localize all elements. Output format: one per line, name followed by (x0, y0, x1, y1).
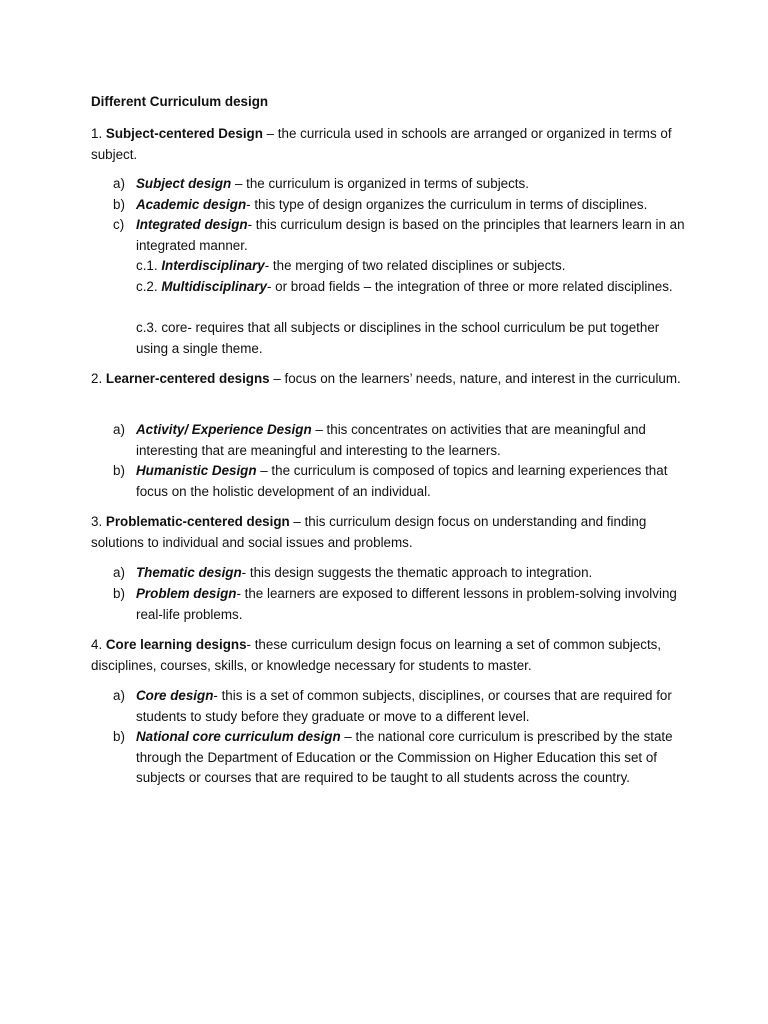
sub-item: c.3. core- requires that all subjects or disciplines in the school curriculum be put together using a single theme. (136, 320, 660, 356)
section-4: 4. Core learning designs- these curriculum design focus on learning a set of common subjects, disciplines, courses, skills, or knowledge necessary for students to master. (91, 637, 662, 673)
item-term: Multidisciplinary (161, 279, 267, 294)
item-term: Thematic design (136, 565, 242, 580)
section-1: 1. Subject-centered Design – the curricula used in schools are arranged or organized in terms of subject. (91, 126, 672, 162)
item-term: Core design (136, 688, 214, 703)
section-3: 3. Problematic-centered design – this curriculum design focus on understanding and finding solutions to individual and social issues and problems. (91, 514, 647, 550)
list-item: a) Subject design – the curriculum is organized in terms of subjects. (113, 176, 529, 191)
sub-item: c.1. Interdisciplinary- the merging of two related disciplines or subjects. (136, 258, 566, 273)
page-title: Different Curriculum design (91, 94, 269, 109)
item-term: Humanistic Design (136, 463, 257, 478)
section-heading: Core learning designs (105, 637, 247, 652)
section-2: 2. Learner-centered designs – focus on the learners’ needs, nature, and interest in the curriculum. (91, 371, 681, 386)
section-heading: Subject-centered Design (105, 126, 263, 141)
list-item: a) Thematic design- this design suggests the thematic approach to integration. (113, 565, 593, 580)
list-item: b) Academic design- this type of design organizes the curriculum in terms of disciplines. (113, 197, 648, 212)
list-item: c) Integrated design- this curriculum design is based on the principles that learners learn in an integrated manner. (113, 217, 685, 253)
item-term: Interdisciplinary (161, 258, 265, 273)
item-term: Activity/ Experience Design (136, 422, 312, 437)
list-item: a) Activity/ Experience Design – this concentrates on activities that are meaningful and interesting that are meaningful and interesting to the learners. (113, 422, 646, 458)
section-heading: Learner-centered designs (105, 371, 270, 386)
sub-item: c.2. Multidisciplinary- or broad fields – the integration of three or more related disciplines. (136, 279, 673, 294)
list-item: b) Humanistic Design – the curriculum is composed of topics and learning experiences that focus on the holistic development of an individual. (113, 463, 668, 499)
item-term: Subject design (136, 176, 232, 191)
section-heading: Problematic-centered design (105, 514, 290, 529)
list-item: b) Problem design- the learners are exposed to different lessons in problem-solving involving real-life problems. (113, 586, 677, 622)
list-item: a) Core design- this is a set of common subjects, disciplines, or courses that are required for students to study before they graduate or move to a different level. (113, 688, 672, 724)
item-term: Academic design (136, 197, 247, 212)
item-term: National core curriculum design (136, 729, 341, 744)
list-item: b) National core curriculum design – the national core curriculum is prescribed by the state through the Department of Education or the Commission on Higher Education this set of subjects or courses that are required to be taught to all students across the country. (113, 729, 673, 785)
item-term: Integrated design (136, 217, 248, 232)
item-term: Problem design (136, 586, 237, 601)
